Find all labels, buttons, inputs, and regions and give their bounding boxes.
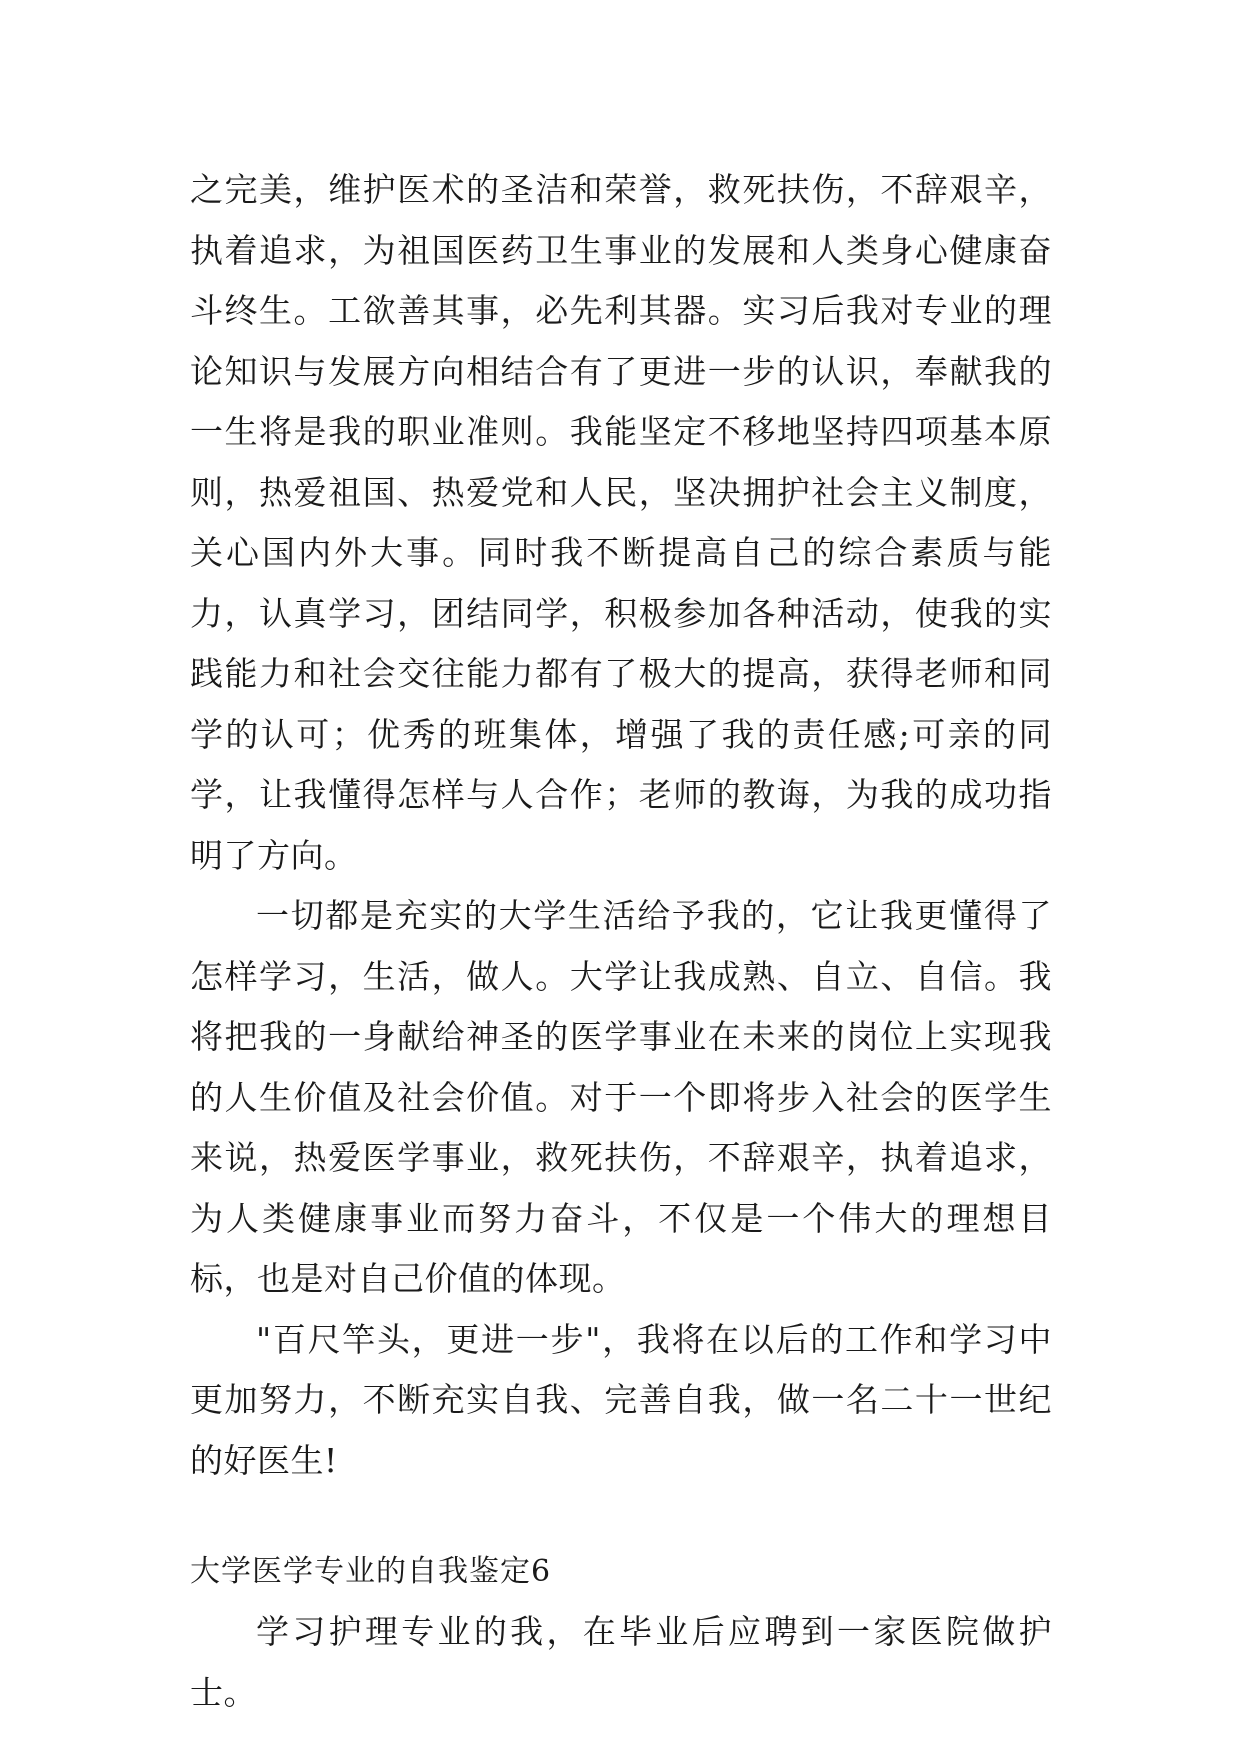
paragraph-closing: "百尺竿头，更进一步"，我将在以后的工作和学习中更加努力，不断充实自我、完善自我，做一名二十一世纪的好医生! — [190, 1319, 1052, 1480]
paragraph-section-intro: 学习护理专业的我，在毕业后应聘到一家医院做护士。 — [190, 1612, 1052, 1712]
paragraph-continuation: 之完美，维护医术的圣洁和荣誉，救死扶伤，不辞艰辛，执着追求，为祖国医药卫生事业的发展和人类身心健康奋斗终生。工欲善其事，必先利其器。实习后我对专业的理论知识与发展方向相结合有了更进一步的认识，奉献我的一生将是我的职业准则。我能坚定不移地坚持四项基本原则，热爱祖国、热爱党和人民，坚决拥护社会主义制度，关心国内外大事。同时我不断提高自己的综合素质与能力，认真学习，团结同学，积极参加各种活动，使我的实践能力和社会交往能力都有了极大的提高，获得老师和同学的认可；优秀的班集体，增强了我的责任感;可亲的同学，让我懂得怎样与人合作；老师的教诲，为我的成功指明了方向。 — [190, 170, 1052, 875]
section-title: 大学医学专业的自我鉴定6 — [190, 1554, 552, 1589]
document-body — [190, 160, 1052, 1723]
paragraph-college-life: 一切都是充实的大学生活给予我的，它让我更懂得了怎样学习，生活，做人。大学让我成熟、自立、自信。我将把我的一身献给神圣的医学事业在未来的岗位上实现我的人生价值及社会价值。对于一个即将步入社会的医学生来说，热爱医学事业，救死扶伤，不辞艰辛，执着追求，为人类健康事业而努力奋斗，不仅是一个伟大的理想目标，也是对自己价值的体现。 — [190, 896, 1052, 1298]
